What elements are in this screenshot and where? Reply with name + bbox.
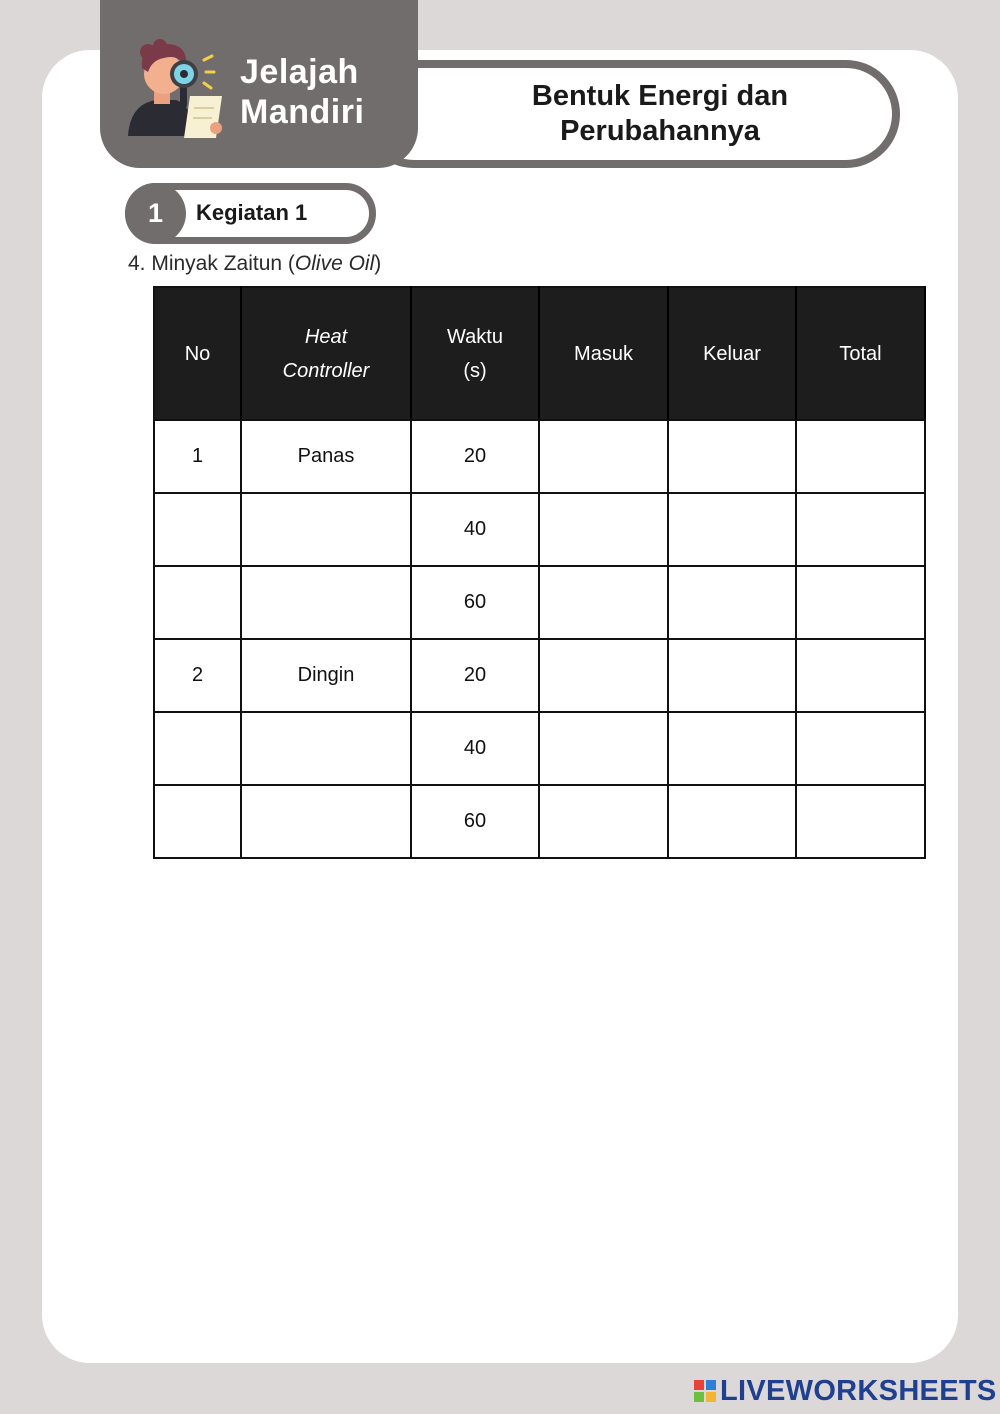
section-heading bbox=[128, 252, 381, 276]
cell-controller bbox=[241, 712, 411, 785]
cell-no bbox=[154, 712, 241, 785]
header-total: Total bbox=[796, 287, 925, 420]
person-with-magnifier-icon bbox=[126, 38, 230, 142]
cell-waktu: 20 bbox=[411, 420, 539, 493]
logo-text: LIVEWORKSHEETS bbox=[720, 1374, 997, 1407]
table-row bbox=[154, 493, 925, 566]
cell-total-input[interactable] bbox=[796, 493, 925, 566]
cell-masuk-input[interactable] bbox=[539, 566, 668, 639]
brand-text bbox=[240, 52, 364, 132]
cell-total-input[interactable] bbox=[796, 566, 925, 639]
header-no: No bbox=[154, 287, 241, 420]
table-row bbox=[154, 566, 925, 639]
brand-line-1: Jelajah bbox=[240, 53, 359, 91]
cell-masuk-input[interactable] bbox=[539, 493, 668, 566]
cell-no bbox=[154, 785, 241, 858]
cell-waktu: 60 bbox=[411, 785, 539, 858]
cell-waktu: 20 bbox=[411, 639, 539, 712]
cell-masuk-input[interactable] bbox=[539, 785, 668, 858]
cell-masuk-input[interactable] bbox=[539, 639, 668, 712]
liveworksheets-logo[interactable] bbox=[694, 1374, 997, 1408]
cell-waktu: 40 bbox=[411, 493, 539, 566]
title-banner bbox=[360, 60, 900, 168]
activity-number: 1 bbox=[125, 183, 186, 244]
header-heat-controller bbox=[241, 287, 411, 420]
cell-total-input[interactable] bbox=[796, 639, 925, 712]
cell-total-input[interactable] bbox=[796, 420, 925, 493]
cell-keluar-input[interactable] bbox=[668, 493, 796, 566]
cell-controller bbox=[241, 785, 411, 858]
table-row bbox=[154, 420, 925, 493]
cell-controller: Panas bbox=[241, 420, 411, 493]
page-title bbox=[470, 79, 850, 149]
table-row bbox=[154, 639, 925, 712]
cell-no bbox=[154, 493, 241, 566]
data-table bbox=[153, 286, 926, 859]
section-prefix: 4. Minyak Zaitun ( bbox=[128, 252, 295, 275]
cell-controller bbox=[241, 493, 411, 566]
header-waktu-line-1: Waktu bbox=[447, 325, 503, 348]
header-heat-line-2: Controller bbox=[282, 359, 370, 382]
cell-keluar-input[interactable] bbox=[668, 566, 796, 639]
cell-keluar-input[interactable] bbox=[668, 712, 796, 785]
cell-total-input[interactable] bbox=[796, 785, 925, 858]
activity-badge bbox=[125, 183, 376, 244]
cell-no: 2 bbox=[154, 639, 241, 712]
cell-keluar-input[interactable] bbox=[668, 420, 796, 493]
header-keluar: Keluar bbox=[668, 287, 796, 420]
table-header-row bbox=[154, 287, 925, 420]
title-line-2: Perubahannya bbox=[560, 115, 760, 147]
cell-controller bbox=[241, 566, 411, 639]
cell-keluar-input[interactable] bbox=[668, 785, 796, 858]
cell-no bbox=[154, 566, 241, 639]
brand-tab bbox=[100, 0, 418, 168]
cell-waktu: 40 bbox=[411, 712, 539, 785]
header-heat-line-1: Heat bbox=[304, 325, 348, 348]
cell-masuk-input[interactable] bbox=[539, 712, 668, 785]
section-italic: Olive Oil bbox=[294, 252, 375, 275]
cell-no: 1 bbox=[154, 420, 241, 493]
brand-line-2: Mandiri bbox=[240, 93, 365, 131]
cell-masuk-input[interactable] bbox=[539, 420, 668, 493]
header-waktu-line-2: (s) bbox=[463, 359, 487, 382]
table-row bbox=[154, 785, 925, 858]
activity-label: Kegiatan 1 bbox=[196, 200, 308, 225]
header-waktu bbox=[411, 287, 539, 420]
cell-controller: Dingin bbox=[241, 639, 411, 712]
logo-squares-icon bbox=[694, 1380, 716, 1402]
cell-waktu: 60 bbox=[411, 566, 539, 639]
table-row bbox=[154, 712, 925, 785]
header-masuk: Masuk bbox=[539, 287, 668, 420]
section-suffix: ) bbox=[374, 252, 382, 275]
cell-total-input[interactable] bbox=[796, 712, 925, 785]
title-line-1: Bentuk Energi dan bbox=[531, 80, 789, 112]
cell-keluar-input[interactable] bbox=[668, 639, 796, 712]
